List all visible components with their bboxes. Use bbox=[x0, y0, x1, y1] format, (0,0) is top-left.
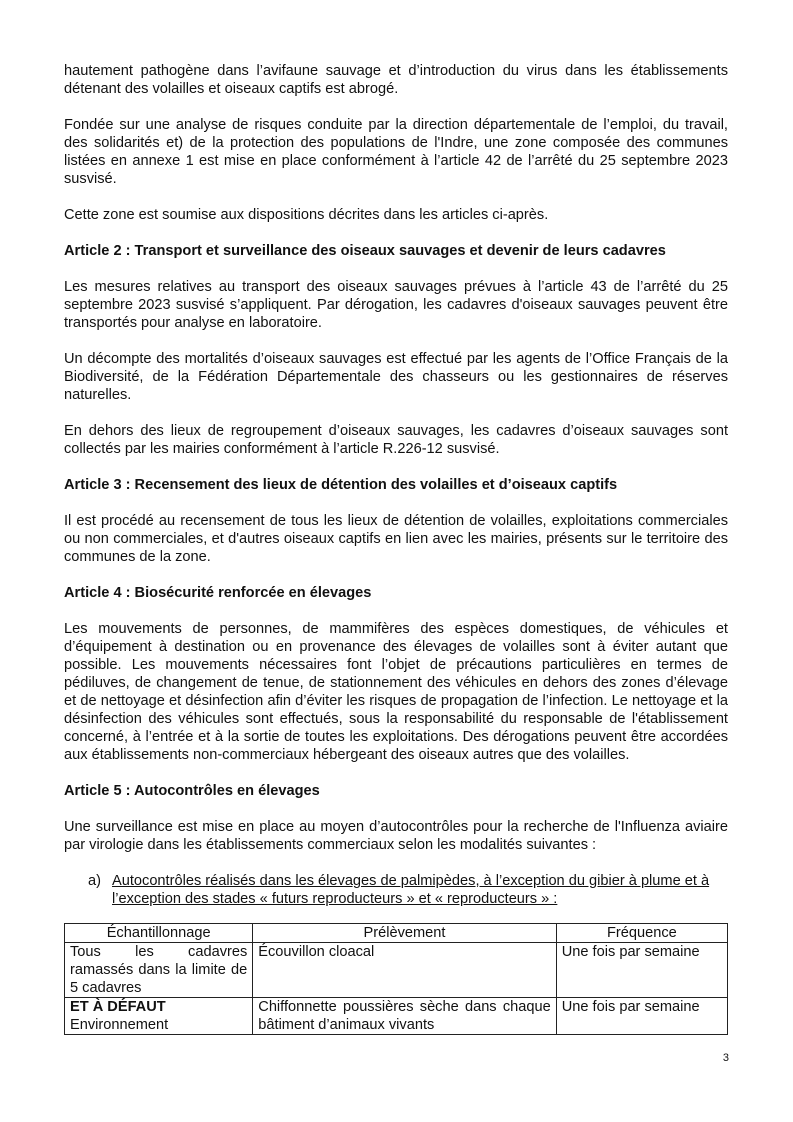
table-cell-sample: Écouvillon cloacal bbox=[253, 943, 556, 998]
table-cell-sample: Chiffonnette poussières sèche dans chaque bâtiment d’animaux vivants bbox=[253, 998, 556, 1035]
table-header: Fréquence bbox=[556, 924, 727, 943]
list-marker: a) bbox=[88, 873, 101, 889]
table-cell-frequency: Une fois par semaine bbox=[556, 998, 727, 1035]
page-number: 3 bbox=[722, 1052, 729, 1064]
paragraph: Cette zone est soumise aux dispositions décrites dans les articles ci-après. bbox=[64, 207, 549, 223]
paragraph: hautement pathogène dans l’avifaune sauvage et d’introduction du virus dans les établissements détenant des volailles et oiseaux captifs est abrogé. bbox=[64, 63, 728, 97]
table-cell-sampling bbox=[65, 998, 253, 1035]
paragraph: Une surveillance est mise en place au moyen d’autocontrôles pour la recherche de l'Influenza aviaire par virologie dans les établissements commerciaux selon les modalités suivantes : bbox=[64, 819, 728, 853]
paragraph: Les mouvements de personnes, de mammifères des espèces domestiques, de véhicules et d’équipement à destination ou en provenance des élevages de volailles sont à éviter autant que possible. Les mouvements nécessaires font l’objet de précautions particulières en termes de pédiluves, de changement de tenue, de stationnement des véhicules en dehors des zones d’élevage et de nettoyage et désinfection afin d’éviter les risques de propagation de l’infection. Le nettoyage et la désinfection des véhicules sont effectués, sous la responsabilité du responsable de l'établissement concerné, à l’entrée et à la sortie de toutes les exploitations. Des dérogations peuvent être accordées aux établissements non-commerciaux hébergeant des oiseaux autres que des volailles. bbox=[64, 621, 728, 763]
table-cell-frequency: Une fois par semaine bbox=[556, 943, 727, 998]
table-row bbox=[65, 998, 728, 1035]
paragraph: Un décompte des mortalités d’oiseaux sauvages est effectué par les agents de l’Office Français de la Biodiversité, de la Fédération Départementale des chasseurs ou les gestionnaires de réserves naturelles. bbox=[64, 351, 728, 403]
paragraph: Les mesures relatives au transport des oiseaux sauvages prévues à l’article 43 de l’arrêté du 25 septembre 2023 susvisé s’appliquent. Par dérogation, les cadavres d'oiseaux sauvages peuvent être transportés pour analyse en laboratoire. bbox=[64, 279, 728, 331]
document-body bbox=[64, 62, 728, 1035]
sampling-table bbox=[64, 923, 728, 1035]
article-4-title: Article 4 : Biosécurité renforcée en élevages bbox=[64, 585, 372, 601]
table-header: Échantillonnage bbox=[65, 924, 253, 943]
paragraph: En dehors des lieux de regroupement d’oiseaux sauvages, les cadavres d’oiseaux sauvages sont collectés par les mairies conformément à l’article R.226-12 susvisé. bbox=[64, 423, 728, 457]
article-5-title: Article 5 : Autocontrôles en élevages bbox=[64, 783, 320, 799]
article-2-title: Article 2 : Transport et surveillance des oiseaux sauvages et devenir de leurs cadavres bbox=[64, 243, 666, 259]
table-row bbox=[65, 943, 728, 998]
list-item-text: Autocontrôles réalisés dans les élevages de palmipèdes, à l’exception du gibier à plume et à l’exception des stades « futurs reproducteurs » et « reproducteurs » : bbox=[112, 873, 710, 907]
cell-bold-text: ET À DÉFAUT bbox=[70, 999, 166, 1015]
table-header: Prélèvement bbox=[253, 924, 556, 943]
article-3-title: Article 3 : Recensement des lieux de détention des volailles et d’oiseaux captifs bbox=[64, 477, 618, 493]
cell-text: Tous les cadavres ramassés dans la limite de 5 cadavres bbox=[70, 944, 248, 996]
table-cell-sampling bbox=[65, 943, 253, 998]
table-header-row bbox=[65, 924, 728, 943]
paragraph: Il est procédé au recensement de tous les lieux de détention de volailles, exploitations commerciales ou non commerciales, et d'autres oiseaux captifs en lien avec les mairies, présents sur le territoire des communes de la zone. bbox=[64, 513, 728, 565]
paragraph: Fondée sur une analyse de risques conduite par la direction départementale de l’emploi, du travail, des solidarités et) de la protection des populations de l'Indre, une zone composée des communes listées en annexe 1 est mise en place conformément à l’article 42 de l’arrêté du 25 septembre 2023 susvisé. bbox=[64, 117, 728, 187]
list-item-a bbox=[88, 872, 728, 908]
cell-text: Environnement bbox=[70, 1017, 169, 1033]
